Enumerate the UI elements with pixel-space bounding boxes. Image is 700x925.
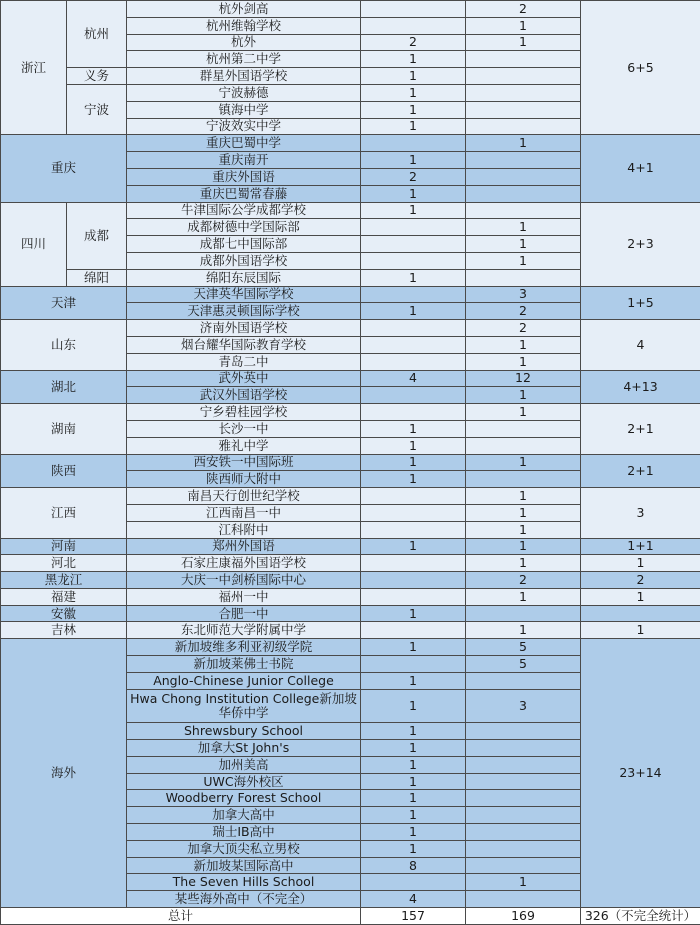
total-b: 169: [466, 908, 581, 925]
count-a-cell: [361, 236, 466, 253]
province-cell: 福建: [1, 588, 127, 605]
count-a-cell: [361, 555, 466, 572]
province-total-cell: 1+1: [581, 538, 700, 555]
school-cell: 石家庄康福外国语学校: [127, 555, 361, 572]
count-a-cell: 2: [361, 34, 466, 51]
province-total-cell: 4+1: [581, 135, 700, 202]
school-cell: 新加坡莱佛士书院: [127, 656, 361, 673]
school-cell: 大庆一中剑桥国际中心: [127, 572, 361, 589]
count-a-cell: [361, 656, 466, 673]
count-b-cell: [466, 672, 581, 689]
count-b-cell: [466, 790, 581, 807]
table-row: [1, 622, 700, 639]
count-a-cell: 1: [361, 152, 466, 169]
count-a-cell: [361, 1, 466, 18]
school-cell: 武汉外国语学校: [127, 387, 361, 404]
count-a-cell: 1: [361, 824, 466, 841]
count-a-cell: 1: [361, 773, 466, 790]
total-row: [1, 908, 700, 925]
count-b-cell: [466, 824, 581, 841]
count-b-cell: [466, 202, 581, 219]
school-cell: 加拿大顶尖私立男校: [127, 840, 361, 857]
province-cell: 安徽: [1, 605, 127, 622]
table-row: [1, 1, 700, 18]
count-b-cell: 1: [466, 874, 581, 891]
table-row: [1, 639, 700, 656]
count-b-cell: [466, 740, 581, 757]
school-cell: UWC海外校区: [127, 773, 361, 790]
count-a-cell: 1: [361, 538, 466, 555]
table-body: [1, 1, 700, 925]
province-total-cell: 3: [581, 488, 700, 538]
school-cell: 成都七中国际部: [127, 236, 361, 253]
count-b-cell: [466, 756, 581, 773]
count-a-cell: [361, 488, 466, 505]
province-total-cell: 2+3: [581, 202, 700, 286]
count-a-cell: 1: [361, 840, 466, 857]
province-total-cell: [581, 605, 700, 622]
province-cell: 江西: [1, 488, 127, 538]
count-b-cell: 2: [466, 1, 581, 18]
province-total-cell: 1: [581, 588, 700, 605]
school-cell: 宁波效实中学: [127, 118, 361, 135]
school-cell: Hwa Chong Institution College新加坡华侨中学: [127, 689, 361, 723]
province-cell: 吉林: [1, 622, 127, 639]
count-b-cell: [466, 471, 581, 488]
count-a-cell: 1: [361, 756, 466, 773]
count-a-cell: 1: [361, 68, 466, 85]
school-cell: Woodberry Forest School: [127, 790, 361, 807]
province-total-cell: 6+5: [581, 1, 700, 135]
school-cell: 牛津国际公学成都学校: [127, 202, 361, 219]
count-b-cell: 1: [466, 538, 581, 555]
count-b-cell: 1: [466, 404, 581, 421]
count-b-cell: [466, 840, 581, 857]
city-cell: 绵阳: [67, 269, 127, 286]
province-total-cell: 4: [581, 320, 700, 370]
school-cell: 成都外国语学校: [127, 252, 361, 269]
count-a-cell: 1: [361, 807, 466, 824]
count-a-cell: 1: [361, 723, 466, 740]
count-a-cell: 1: [361, 639, 466, 656]
province-total-cell: 1: [581, 622, 700, 639]
count-a-cell: 1: [361, 303, 466, 320]
province-cell: 浙江: [1, 1, 67, 135]
count-b-cell: [466, 807, 581, 824]
count-b-cell: 1: [466, 252, 581, 269]
school-cell: 群星外国语学校: [127, 68, 361, 85]
table-row: [1, 320, 700, 337]
count-b-cell: 1: [466, 34, 581, 51]
count-a-cell: [361, 588, 466, 605]
school-cell: 武外英中: [127, 370, 361, 387]
province-cell: 四川: [1, 202, 67, 286]
count-b-cell: [466, 51, 581, 68]
count-b-cell: 1: [466, 622, 581, 639]
count-a-cell: [361, 252, 466, 269]
count-b-cell: [466, 68, 581, 85]
count-a-cell: [361, 336, 466, 353]
school-cell: 南昌天行创世纪学校: [127, 488, 361, 505]
table-row: [1, 370, 700, 387]
province-total-cell: 23+14: [581, 639, 700, 908]
count-b-cell: [466, 152, 581, 169]
province-cell: 山东: [1, 320, 127, 370]
table-row: [1, 605, 700, 622]
count-b-cell: 1: [466, 135, 581, 152]
count-b-cell: [466, 269, 581, 286]
school-cell: 加拿大高中: [127, 807, 361, 824]
count-b-cell: [466, 857, 581, 874]
count-b-cell: 5: [466, 656, 581, 673]
school-cell: 重庆南开: [127, 152, 361, 169]
table-row: [1, 538, 700, 555]
city-cell: 成都: [67, 202, 127, 269]
school-cell: 重庆巴蜀常春藤: [127, 185, 361, 202]
count-b-cell: 5: [466, 639, 581, 656]
province-cell: 河南: [1, 538, 127, 555]
count-b-cell: 1: [466, 521, 581, 538]
school-cell: 陕西师大附中: [127, 471, 361, 488]
school-cell: 西安铁一中国际班: [127, 454, 361, 471]
school-cell: Anglo-Chinese Junior College: [127, 672, 361, 689]
school-cell: 江西南昌一中: [127, 504, 361, 521]
count-a-cell: [361, 521, 466, 538]
count-a-cell: 1: [361, 740, 466, 757]
count-a-cell: [361, 572, 466, 589]
count-b-cell: 1: [466, 504, 581, 521]
count-a-cell: 1: [361, 118, 466, 135]
school-cell: 新加坡维多利亚初级学院: [127, 639, 361, 656]
table-row: [1, 404, 700, 421]
school-cell: The Seven Hills School: [127, 874, 361, 891]
province-total-cell: 1: [581, 555, 700, 572]
count-b-cell: 3: [466, 286, 581, 303]
school-cell: 加拿大St John's: [127, 740, 361, 757]
count-a-cell: 1: [361, 605, 466, 622]
count-b-cell: 1: [466, 588, 581, 605]
count-a-cell: [361, 387, 466, 404]
count-a-cell: 1: [361, 689, 466, 723]
province-cell: 河北: [1, 555, 127, 572]
province-cell: 湖南: [1, 404, 127, 454]
count-a-cell: 1: [361, 790, 466, 807]
count-a-cell: 1: [361, 84, 466, 101]
school-cell: 某些海外高中（不完全）: [127, 891, 361, 908]
count-a-cell: 1: [361, 672, 466, 689]
count-a-cell: 2: [361, 168, 466, 185]
count-b-cell: [466, 118, 581, 135]
province-cell: 黑龙江: [1, 572, 127, 589]
school-cell: 雅礼中学: [127, 437, 361, 454]
count-a-cell: [361, 404, 466, 421]
school-cell: Shrewsbury School: [127, 723, 361, 740]
school-cell: 成都树德中学国际部: [127, 219, 361, 236]
school-cell: 宁乡碧桂园学校: [127, 404, 361, 421]
school-cell: 杭外: [127, 34, 361, 51]
province-total-cell: 4+13: [581, 370, 700, 404]
province-cell: 湖北: [1, 370, 127, 404]
school-cell: 镇海中学: [127, 101, 361, 118]
count-a-cell: 1: [361, 101, 466, 118]
grand-total: 326（不完全统计）: [581, 908, 700, 925]
count-a-cell: 1: [361, 454, 466, 471]
school-cell: 新加坡某国际高中: [127, 857, 361, 874]
city-cell: 义务: [67, 68, 127, 85]
count-a-cell: 4: [361, 891, 466, 908]
count-a-cell: 1: [361, 269, 466, 286]
count-b-cell: 1: [466, 236, 581, 253]
count-b-cell: [466, 723, 581, 740]
table-row: [1, 202, 700, 219]
count-a-cell: [361, 504, 466, 521]
count-b-cell: 1: [466, 17, 581, 34]
table-row: [1, 488, 700, 505]
count-a-cell: 1: [361, 420, 466, 437]
school-cell: 瑞士IB高中: [127, 824, 361, 841]
school-cell: 天津英华国际学校: [127, 286, 361, 303]
school-cell: 青岛二中: [127, 353, 361, 370]
count-b-cell: [466, 168, 581, 185]
count-b-cell: [466, 101, 581, 118]
school-cell: 杭州第二中学: [127, 51, 361, 68]
school-cell: 烟台耀华国际教育学校: [127, 336, 361, 353]
count-b-cell: 1: [466, 555, 581, 572]
table-row: [1, 555, 700, 572]
province-total-cell: 2: [581, 572, 700, 589]
count-a-cell: 1: [361, 471, 466, 488]
count-b-cell: [466, 185, 581, 202]
count-a-cell: 8: [361, 857, 466, 874]
school-cell: 合肥一中: [127, 605, 361, 622]
count-b-cell: 2: [466, 320, 581, 337]
count-b-cell: 1: [466, 488, 581, 505]
count-a-cell: [361, 320, 466, 337]
school-cell: 福州一中: [127, 588, 361, 605]
total-label: 总计: [1, 908, 361, 925]
count-b-cell: [466, 605, 581, 622]
count-a-cell: 1: [361, 437, 466, 454]
province-cell: 陕西: [1, 454, 127, 488]
count-b-cell: 3: [466, 689, 581, 723]
count-a-cell: [361, 286, 466, 303]
count-a-cell: [361, 219, 466, 236]
school-cell: 东北师范大学附属中学: [127, 622, 361, 639]
school-cell: 绵阳东辰国际: [127, 269, 361, 286]
school-cell: 杭外剑高: [127, 1, 361, 18]
count-a-cell: [361, 622, 466, 639]
total-a: 157: [361, 908, 466, 925]
table-row: [1, 286, 700, 303]
count-b-cell: 2: [466, 572, 581, 589]
count-b-cell: 12: [466, 370, 581, 387]
school-cell: 宁波赫德: [127, 84, 361, 101]
city-cell: 宁波: [67, 84, 127, 134]
count-b-cell: 1: [466, 219, 581, 236]
school-cell: 江科附中: [127, 521, 361, 538]
table-row: [1, 454, 700, 471]
school-cell: 长沙一中: [127, 420, 361, 437]
school-cell: 天津惠灵顿国际学校: [127, 303, 361, 320]
school-cell: 杭州维翰学校: [127, 17, 361, 34]
table-row: [1, 588, 700, 605]
count-b-cell: 2: [466, 303, 581, 320]
school-cell: 郑州外国语: [127, 538, 361, 555]
count-a-cell: 1: [361, 202, 466, 219]
province-cell: 天津: [1, 286, 127, 320]
province-total-cell: 1+5: [581, 286, 700, 320]
school-cell: 重庆外国语: [127, 168, 361, 185]
province-total-cell: 2+1: [581, 454, 700, 488]
count-b-cell: [466, 891, 581, 908]
count-b-cell: [466, 773, 581, 790]
count-a-cell: 4: [361, 370, 466, 387]
province-cell: 海外: [1, 639, 127, 908]
count-b-cell: [466, 84, 581, 101]
province-cell: 重庆: [1, 135, 127, 202]
count-a-cell: [361, 353, 466, 370]
count-a-cell: [361, 135, 466, 152]
count-b-cell: 1: [466, 336, 581, 353]
count-b-cell: [466, 420, 581, 437]
count-a-cell: [361, 874, 466, 891]
count-a-cell: [361, 17, 466, 34]
city-cell: 杭州: [67, 1, 127, 68]
count-b-cell: 1: [466, 353, 581, 370]
table-row: [1, 572, 700, 589]
table-row: [1, 135, 700, 152]
count-a-cell: 1: [361, 51, 466, 68]
school-cell: 济南外国语学校: [127, 320, 361, 337]
count-b-cell: 1: [466, 454, 581, 471]
school-cell: 重庆巴蜀中学: [127, 135, 361, 152]
count-b-cell: 1: [466, 387, 581, 404]
count-b-cell: [466, 437, 581, 454]
count-a-cell: 1: [361, 185, 466, 202]
province-total-cell: 2+1: [581, 404, 700, 454]
school-cell: 加州美高: [127, 756, 361, 773]
